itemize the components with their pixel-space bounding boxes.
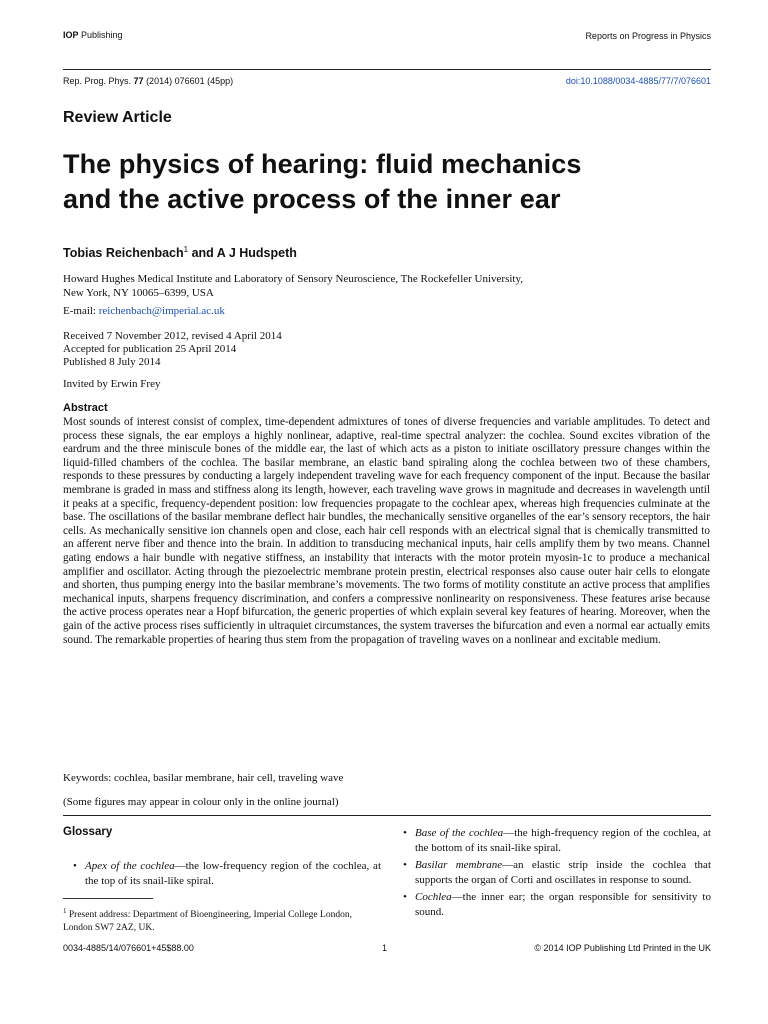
footnote: $^1$ Present address: Department of Bioengineering, Imperial College London, London SW7 2AZ, UK. <box>63 907 352 934</box>
invited-by: Invited by Erwin Frey <box>63 378 161 390</box>
colour-note: (Some figures may appear in colour only in the online journal) <box>63 796 339 808</box>
keywords: Keywords: cochlea, basilar membrane, hair cell, traveling wave <box>63 772 344 784</box>
glossary-item <box>403 858 711 887</box>
title-line: and the active process of the inner ear <box>63 184 561 214</box>
article-title <box>63 147 713 217</box>
glossary-definition: —an elastic strip inside the cochlea that supports the organ of Corti and oscillates in response to sound. <box>415 859 711 886</box>
glossary-item <box>403 890 711 919</box>
header-rule <box>63 69 711 70</box>
affiliation: Howard Hughes Medical Institute and Laboratory of Sensory Neuroscience, The Rockefeller University, New York, NY 10065–6399, USA <box>63 273 524 299</box>
page-number: 1 <box>382 943 388 953</box>
bullet-icon: • <box>73 860 77 872</box>
glossary-right-column <box>403 826 711 922</box>
bullet-icon: • <box>403 827 407 839</box>
received-date: Received 7 November 2012, revised 4 April 2014 <box>63 330 282 342</box>
email: E-mail: reichenbach@imperial.ac.uk <box>63 305 225 317</box>
bullet-icon: • <box>403 891 407 903</box>
glossary-heading: Glossary <box>63 826 113 838</box>
glossary-definition: —the low-frequency region of the cochlea, at the top of its snail-like spiral. <box>85 860 381 887</box>
page-footer <box>63 943 711 955</box>
glossary-term: Apex of the cochlea <box>85 860 175 872</box>
abstract-text: Most sounds of interest consist of complex, time-dependent admixtures of tones of diverse frequencies and variable amplitudes. To detect and process these signals, the ear employs a highly nonlinear, adaptive, real-time spectral analyzer: the cochlea. Sound excites vibration of the eardrum and the three miniscule bones of the middle ear, the last of which acts as a piston to initiate oscillatory pressure changes within the liquid-filled chambers of the cochlea. The basilar membrane, an elastic band spiraling along the cochlea between two of these chambers, responds to these pressures by conducting a largely independent traveling wave for each frequency component of the input. Because the basilar membrane is graded in mass and stiffness along its length, however, each traveling wave grows in magnitude and decreases in wavelength until it peaks at a specific, frequency-dependent position: low frequencies propagate to the cochlear apex, whereas high frequencies culminate at the base. The oscillations of the basilar membrane deflect hair bundles, the mechanically sensitive organelles of the ear’s sensory receptors, the hair cells. As mechanically sensitive ion channels open and close, each hair cell responds with an electrical signal that is chemically transmitted to an afferent nerve fiber and thence into the brain. In addition to transducing mechanical inputs, hair cells amplify them by two means. Channel gating endows a hair bundle with negative stiffness, an instability that interacts with the motor protein myosin-1c to produce a mechanical amplifier and oscillator. Acting through the piezoelectric membrane protein prestin, electrical responses also cause outer hair cells to elongate and shorten, thus pumping energy into the basilar membrane’s movements. The two forms of motility constitute an active process that amplifies mechanical inputs, sharpens frequency discrimination, and confers a compressive nonlinearity on responsiveness. These features arise because the active process operates near a Hopf bifurcation, the generic properties of which explain several key features of hearing. Moreover, when the gain of the active process rises sufficiently in ultraquiet circumstances, the system traverses the bifurcation and even a normal ear actually emits sound. The remarkable properties of hearing thus stem from the propagation of traveling waves on a nonlinear and excitable medium. <box>63 416 710 646</box>
glossary-left-column <box>63 826 381 891</box>
article-type: Review Article <box>63 109 172 126</box>
copyright: © 2014 IOP Publishing Ltd Printed in the UK <box>534 943 711 953</box>
glossary-item <box>63 859 381 888</box>
glossary-term: Base of the cochlea <box>415 827 504 839</box>
section-rule <box>63 815 711 816</box>
issn-price: 0034-4885/14/076601+45$88.00 <box>63 943 194 953</box>
glossary-item <box>403 826 711 855</box>
glossary-term: Cochlea <box>415 891 452 903</box>
glossary-definition: —the inner ear; the organ responsible for sensitivity to sound. <box>415 891 711 918</box>
citation: Rep. Prog. Phys. 77 (2014) 076601 (45pp) <box>63 76 234 86</box>
authors: Tobias Reichenbach$^1$ and A J Hudspeth <box>63 245 297 261</box>
page-header <box>63 30 711 44</box>
publisher-logo: IOP Publishing <box>63 30 123 40</box>
doi-link[interactable]: doi:10.1088/0034-4885/77/7/076601 <box>565 76 711 86</box>
email-link[interactable]: reichenbach@imperial.ac.uk <box>98 305 225 317</box>
glossary-term: Basilar membrane <box>415 859 503 871</box>
bullet-icon: • <box>403 859 407 871</box>
publication-dates <box>63 330 282 369</box>
accepted-date: Accepted for publication 25 April 2014 <box>63 343 237 355</box>
abstract-heading: Abstract <box>63 402 108 414</box>
journal-name: Reports on Progress in Physics <box>585 31 711 41</box>
glossary-definition: —the high-frequency region of the cochlea, at the bottom of its snail-like spiral. <box>415 827 711 854</box>
published-date: Published 8 July 2014 <box>63 356 161 368</box>
footnote-rule <box>63 898 153 899</box>
title-line: The physics of hearing: fluid mechanics <box>63 149 582 179</box>
